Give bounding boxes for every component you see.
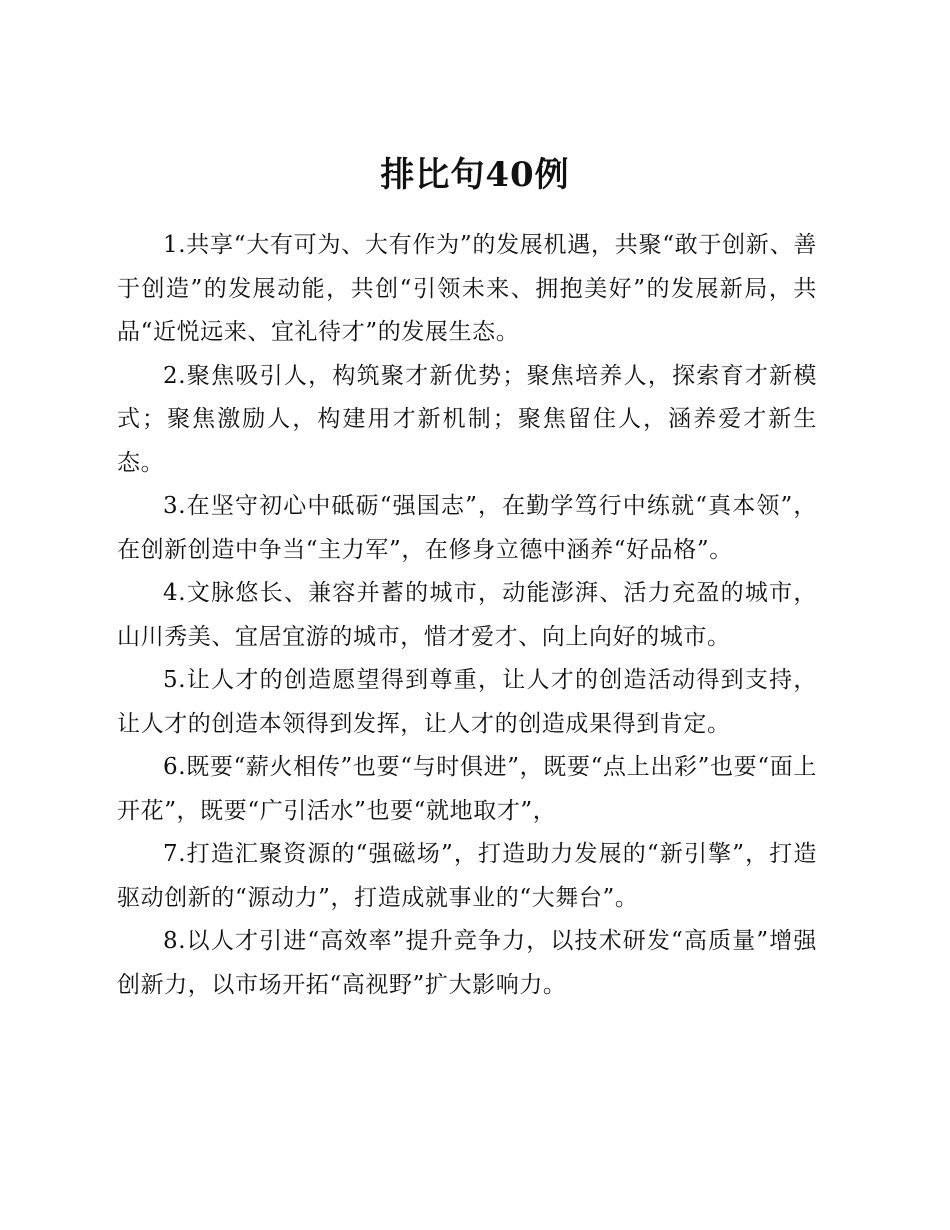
paragraph-6: 6.既要“薪火相传”也要“与时俱进”，既要“点上出彩”也要“面上开花”，既要“广引活水”也要“就地取才”， — [117, 754, 817, 824]
paragraph-4: 4.文脉悠长、兼容并蓄的城市，动能澎湃、活力充盈的城市，山川秀美、宜居宜游的城市，惜才爱才、向上向好的城市。 — [117, 580, 817, 650]
paragraph-5: 5.让人才的创造愿望得到尊重，让人才的创造活动得到支持，让人才的创造本领得到发挥，让人才的创造成果得到肯定。 — [117, 667, 817, 737]
document-title: 排比句40例 — [380, 154, 570, 195]
paragraph-8: 8.以人才引进“高效率”提升竞争力，以技术研发“高质量”增强创新力，以市场开拓“高视野”扩大影响力。 — [117, 928, 817, 998]
paragraph-1: 1.共享“大有可为、大有作为”的发展机遇，共聚“敢于创新、善于创造”的发展动能，共创“引领未来、拥抱美好”的发展新局，共品“近悦远来、宜礼待才”的发展生态。 — [117, 232, 817, 345]
document-body — [117, 224, 817, 1007]
paragraph-2: 2.聚焦吸引人，构筑聚才新优势；聚焦培养人，探索育才新模式；聚焦激励人，构建用才新机制；聚焦留住人，涵养爱才新生态。 — [117, 362, 817, 476]
paragraph-3: 3.在坚守初心中砥砺“强国志”，在勤学笃行中练就“真本领”，在创新创造中争当“主力军”，在修身立德中涵养“好品格”。 — [117, 493, 817, 563]
paragraph-7: 7.打造汇聚资源的“强磁场”，打造助力发展的“新引擎”，打造驱动创新的“源动力”，打造成就事业的“大舞台”。 — [117, 841, 817, 911]
